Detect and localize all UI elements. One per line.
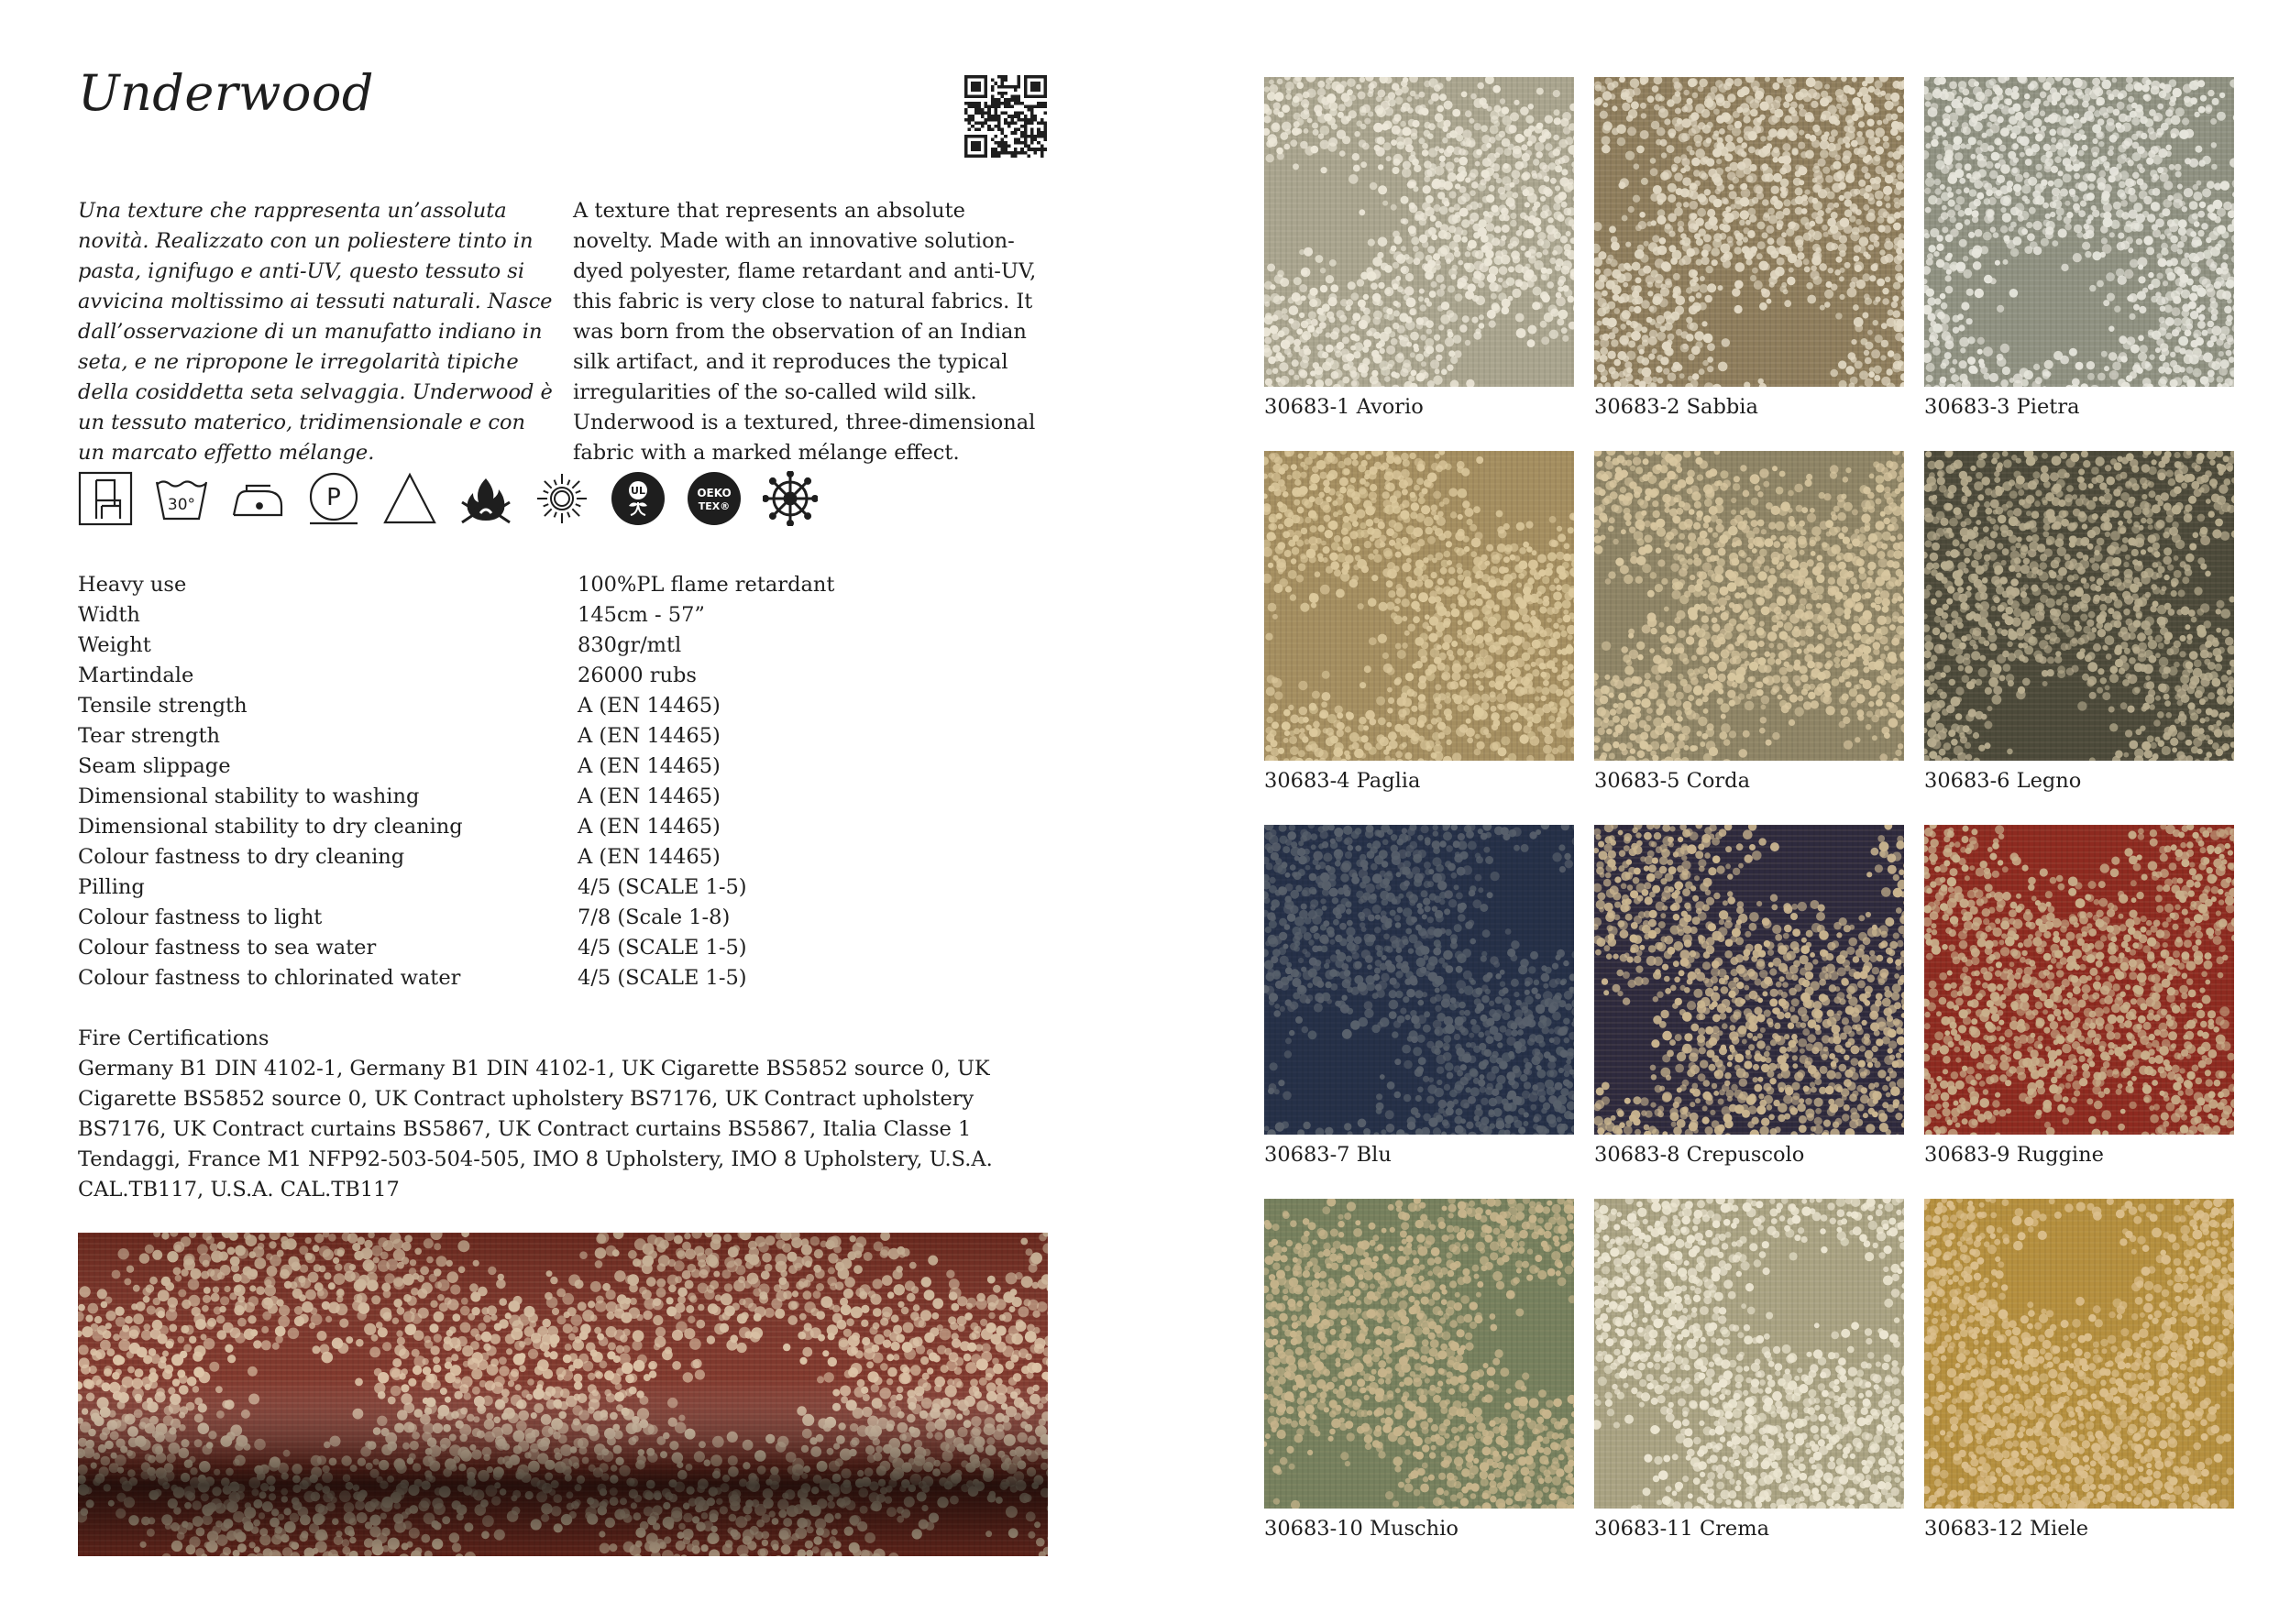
swatch-image[interactable] [1924, 825, 2234, 1135]
description-english: A texture that represents an absolute novelty. Made with an innovative solution-dyed polyester, flame retardant and anti-UV, this fabric is very close to natural fabrics. It was born from the observation of an Indian silk artifact, and it reproduces the typical irregularities of the so-called wild silk. Underwood is a textured, three-dimensional fabric with a marked mélange effect. [573, 199, 1037, 465]
oeko-tex-icon [687, 471, 742, 526]
spec-row [78, 903, 1050, 933]
swatch-label: 30683-11 Crema [1594, 1517, 1769, 1541]
spec-label: Dimensional stability to dry cleaning [78, 815, 463, 839]
spec-label: Heavy use [78, 573, 187, 597]
spec-row [78, 721, 1050, 752]
swatch-image[interactable] [1924, 451, 2234, 761]
fabric-swatch[interactable] [1924, 825, 2234, 1167]
spec-value: 4/5 (SCALE 1-5) [578, 875, 747, 899]
spec-value: A (EN 14465) [578, 694, 721, 718]
spec-label: Colour fastness to sea water [78, 936, 377, 960]
spec-value: A (EN 14465) [578, 845, 721, 869]
fabric-swatch[interactable] [1264, 1199, 1574, 1541]
fabric-swatch[interactable] [1594, 825, 1904, 1167]
spec-row [78, 842, 1050, 872]
swatch-image[interactable] [1264, 825, 1574, 1135]
spec-row [78, 933, 1050, 963]
fabric-swatch[interactable] [1594, 451, 1904, 793]
spec-row [78, 963, 1050, 993]
fabric-swatch[interactable] [1924, 1199, 2234, 1541]
swatch-label: 30683-3 Pietra [1924, 395, 2080, 419]
spec-row [78, 812, 1050, 842]
qr-code[interactable] [964, 75, 1047, 158]
ul-text: UL [631, 485, 645, 497]
spec-row [78, 570, 1050, 600]
marine-wheel-icon [763, 471, 818, 526]
fabric-swatch[interactable] [1924, 451, 2234, 793]
ul-certified-icon [611, 471, 666, 526]
spec-value: 4/5 (SCALE 1-5) [578, 936, 747, 960]
spec-label: Pilling [78, 875, 145, 899]
swatch-label: 30683-8 Crepuscolo [1594, 1143, 1805, 1167]
spec-label: Colour fastness to dry cleaning [78, 845, 405, 869]
swatch-label: 30683-1 Avorio [1264, 395, 1424, 419]
care-icons [78, 471, 818, 526]
spec-label: Seam slippage [78, 754, 231, 778]
flame-retardant-icon [458, 471, 513, 526]
fabric-swatch[interactable] [1594, 1199, 1904, 1541]
fabric-swatch[interactable] [1264, 825, 1574, 1167]
spec-row [78, 600, 1050, 631]
spec-value: 100%PL flame retardant [578, 573, 835, 597]
spec-value: A (EN 14465) [578, 754, 721, 778]
spec-row [78, 661, 1050, 691]
product-sheet [78, 0, 1050, 1624]
spec-label: Tensile strength [78, 694, 248, 718]
spec-label: Colour fastness to light [78, 905, 323, 929]
bleach-triangle-icon [382, 471, 437, 526]
wash-temp-text: 30° [167, 496, 196, 514]
spec-value: 145cm - 57” [578, 603, 705, 627]
spec-value: 7/8 (Scale 1-8) [578, 905, 731, 929]
fire-heading: Fire Certifications [78, 1026, 270, 1050]
fire-certifications [78, 1024, 1050, 1205]
swatch-image[interactable] [1264, 1199, 1574, 1509]
swatch-image[interactable] [1924, 77, 2234, 387]
spec-row [78, 782, 1050, 812]
swatch-image[interactable] [1594, 1199, 1904, 1509]
swatch-label: 30683-7 Blu [1264, 1143, 1392, 1167]
spec-label: Tear strength [78, 724, 220, 748]
spec-value: A (EN 14465) [578, 724, 721, 748]
fabric-swatch[interactable] [1264, 77, 1574, 419]
swatch-image[interactable] [1924, 1199, 2234, 1509]
dry-clean-p-icon [306, 471, 361, 526]
swatch-image[interactable] [1594, 825, 1904, 1135]
sun-uv-icon [534, 471, 589, 526]
swatch-label: 30683-2 Sabbia [1594, 395, 1758, 419]
oeko-text-1: OEKO [697, 487, 732, 499]
swatch-label: 30683-4 Paglia [1264, 769, 1421, 793]
fabric-swatch[interactable] [1594, 77, 1904, 419]
spec-row [78, 691, 1050, 721]
swatch-label: 30683-6 Legno [1924, 769, 2082, 793]
swatch-label: 30683-9 Ruggine [1924, 1143, 2104, 1167]
iron-low-icon [230, 471, 285, 526]
product-title: Underwood [78, 64, 374, 122]
spec-value: A (EN 14465) [578, 815, 721, 839]
spec-label: Martindale [78, 664, 194, 687]
chair-heavy-use-icon [78, 471, 133, 526]
description-italian: Una texture che rappresenta un’assoluta novità. Realizzato con un poliestere tinto in pasta, ignifugo e anti-UV, questo tessuto si avvicina moltissimo ai tessuti naturali. Nasce dall’osservazione di un manufatto indiano in seta, e ne ripropone le irregolarità tipiche della cosiddetta seta selvaggia. Underwood è un tessuto materico, tridimensionale e con un marcato effetto mélange. [78, 199, 553, 465]
spec-label: Dimensional stability to washing [78, 785, 420, 808]
swatch-label: 30683-10 Muschio [1264, 1517, 1459, 1541]
swatch-image[interactable] [1594, 451, 1904, 761]
spec-row [78, 752, 1050, 782]
spec-row [78, 631, 1050, 661]
fabric-swatch[interactable] [1924, 77, 2234, 419]
spec-label: Width [78, 603, 140, 627]
spec-value: 830gr/mtl [578, 633, 682, 657]
oeko-text-2: TEX® [698, 500, 731, 512]
dry-clean-letter: P [326, 484, 341, 511]
spec-label: Colour fastness to chlorinated water [78, 966, 461, 990]
spec-value: 4/5 (SCALE 1-5) [578, 966, 747, 990]
fire-list: Germany B1 DIN 4102-1, Germany B1 DIN 4102-1, UK Cigarette BS5852 source 0, UK Cigarette BS5852 source 0, UK Contract upholstery BS7176, UK Contract upholstery BS7176, UK Contract curtains BS5867, UK Contract curtains BS5867, Italia Classe 1 Tendaggi, France M1 NFP92-503-504-505, IMO 8 Upholstery, IMO 8 Upholstery, U.S.A. CAL.TB117, U.S.A. CAL.TB117 [78, 1057, 993, 1202]
spec-label: Weight [78, 633, 151, 657]
swatch-image[interactable] [1264, 451, 1574, 761]
spec-value: 26000 rubs [578, 664, 697, 687]
swatch-label: 30683-12 Miele [1924, 1517, 2089, 1541]
spec-value: A (EN 14465) [578, 785, 721, 808]
swatch-image[interactable] [1264, 77, 1574, 387]
swatch-image[interactable] [1594, 77, 1904, 387]
fabric-roll-image [78, 1233, 1048, 1556]
fabric-swatch[interactable] [1264, 451, 1574, 793]
swatch-label: 30683-5 Corda [1594, 769, 1750, 793]
spec-row [78, 872, 1050, 903]
spec-table [78, 570, 1050, 993]
wash-30-icon [154, 471, 209, 526]
